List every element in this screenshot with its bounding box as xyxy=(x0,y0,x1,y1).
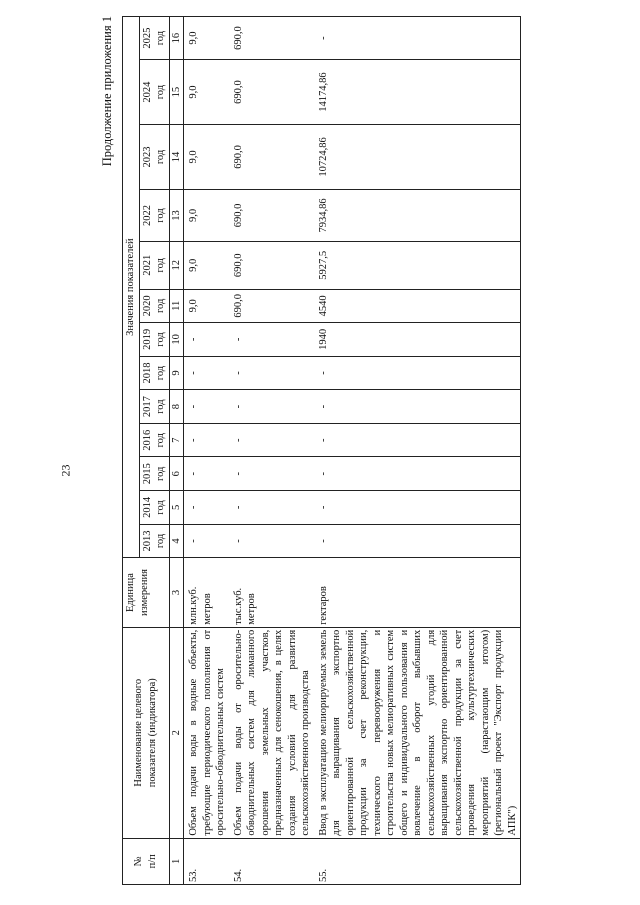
unit-of-measure: гектаров xyxy=(314,558,521,628)
table-row xyxy=(229,17,314,885)
indicator-value: 14174,86 xyxy=(314,60,521,125)
indicator-value: - xyxy=(229,323,314,357)
table-row xyxy=(184,17,229,885)
row-number: 55. xyxy=(314,838,521,884)
header-row-top xyxy=(123,17,140,885)
header-year: 2024 год xyxy=(139,60,169,125)
indicator-name: Объем подачи воды от оросительно-обводнительных систем для лиманного орошения земельных участков, предназначенных для сенокошения, в целях создания условий для развития сельскохозяйственного производства xyxy=(229,627,314,838)
row-number: 54. xyxy=(229,838,314,884)
column-number: 8 xyxy=(169,390,184,424)
indicator-value: 7934,86 xyxy=(314,189,521,241)
indicator-value: - xyxy=(184,524,229,558)
header-unit: Единица измерения xyxy=(123,558,170,628)
indicator-value: - xyxy=(229,491,314,525)
header-year: 2016 год xyxy=(139,423,169,457)
header-year: 2023 год xyxy=(139,125,169,190)
indicator-value: - xyxy=(314,524,521,558)
header-year: 2018 год xyxy=(139,356,169,390)
column-number: 6 xyxy=(169,457,184,491)
column-number: 15 xyxy=(169,60,184,125)
indicator-value: - xyxy=(314,491,521,525)
indicator-value: - xyxy=(314,356,521,390)
header-name: Наименование целевого показателя (индикатора) xyxy=(123,627,170,838)
indicator-name: Объем подачи воды в водные объекты, требующие периодического пополнения от оросительно-обводнительных систем xyxy=(184,627,229,838)
column-number: 4 xyxy=(169,524,184,558)
indicator-value: - xyxy=(184,423,229,457)
indicator-value: 9,0 xyxy=(184,17,229,60)
column-number: 7 xyxy=(169,423,184,457)
header-year: 2019 год xyxy=(139,323,169,357)
indicator-value: - xyxy=(314,390,521,424)
indicator-value: - xyxy=(229,457,314,491)
column-number: 10 xyxy=(169,323,184,357)
column-number: 13 xyxy=(169,189,184,241)
column-number: 3 xyxy=(169,558,184,628)
column-number: 12 xyxy=(169,242,184,290)
column-number: 1 xyxy=(169,838,184,884)
header-year: 2013 год xyxy=(139,524,169,558)
header-year: 2025 год xyxy=(139,17,169,60)
header-year: 2017 год xyxy=(139,390,169,424)
unit-of-measure: млн.куб. метров xyxy=(184,558,229,628)
indicator-value: 9,0 xyxy=(184,189,229,241)
indicator-value: 1940 xyxy=(314,323,521,357)
indicator-value: 9,0 xyxy=(184,242,229,290)
indicator-value: - xyxy=(184,323,229,357)
column-number: 14 xyxy=(169,125,184,190)
indicator-value: 4540 xyxy=(314,289,521,323)
header-values-group: Значения показателей xyxy=(123,17,140,558)
indicator-value: - xyxy=(184,356,229,390)
indicator-value: - xyxy=(229,524,314,558)
indicator-name: Ввод в эксплуатацию мелиорируемых земель для выращивания экспортно ориентированной сельскохозяйственной продукции за счет реконструкции, технического перевооружения и строительства новых мелиоративных систем общего и индивидуального пользования и вовлечение в оборот выбывших сельскохозяйственных угодий для выращивания экспортно ориентированной сельскохозяйственной продукции за счет проведения культуртехнических мероприятий (нарастающим итогом) (региональный проект "Экспорт продукции АПК") xyxy=(314,627,521,838)
row-number: 53. xyxy=(184,838,229,884)
header-num: № п/п xyxy=(123,838,170,884)
indicator-value: 690,0 xyxy=(229,125,314,190)
indicator-value: 690,0 xyxy=(229,242,314,290)
indicator-value: - xyxy=(184,491,229,525)
column-number: 2 xyxy=(169,627,184,838)
indicator-value: 690,0 xyxy=(229,60,314,125)
indicator-value: - xyxy=(184,457,229,491)
indicator-value: - xyxy=(314,17,521,60)
column-number: 9 xyxy=(169,356,184,390)
column-number: 5 xyxy=(169,491,184,525)
rotated-page-content xyxy=(100,12,640,885)
indicator-value: 9,0 xyxy=(184,125,229,190)
indicator-value: 690,0 xyxy=(229,289,314,323)
header-year: 2014 год xyxy=(139,491,169,525)
indicator-value: - xyxy=(184,390,229,424)
table-row xyxy=(314,17,521,885)
indicator-value: - xyxy=(314,457,521,491)
table-body xyxy=(184,17,521,885)
header-year: 2015 год xyxy=(139,457,169,491)
column-number: 11 xyxy=(169,289,184,323)
header-year: 2021 год xyxy=(139,242,169,290)
continuation-label: Продолжение приложения 1 xyxy=(100,16,114,167)
column-number-row xyxy=(169,17,184,885)
indicator-value: 9,0 xyxy=(184,289,229,323)
indicator-value: 9,0 xyxy=(184,60,229,125)
header-year: 2020 год xyxy=(139,289,169,323)
page-number: 23 xyxy=(58,464,73,477)
indicator-value: - xyxy=(314,423,521,457)
header-year: 2022 год xyxy=(139,189,169,241)
indicator-value: - xyxy=(229,390,314,424)
indicator-value: 690,0 xyxy=(229,17,314,60)
indicator-value: - xyxy=(229,356,314,390)
indicator-value: - xyxy=(229,423,314,457)
column-number: 16 xyxy=(169,17,184,60)
indicators-table xyxy=(122,16,521,885)
indicator-value: 10724,86 xyxy=(314,125,521,190)
unit-of-measure: тыс.куб. метров xyxy=(229,558,314,628)
indicator-value: 5927,5 xyxy=(314,242,521,290)
indicator-value: 690,0 xyxy=(229,189,314,241)
